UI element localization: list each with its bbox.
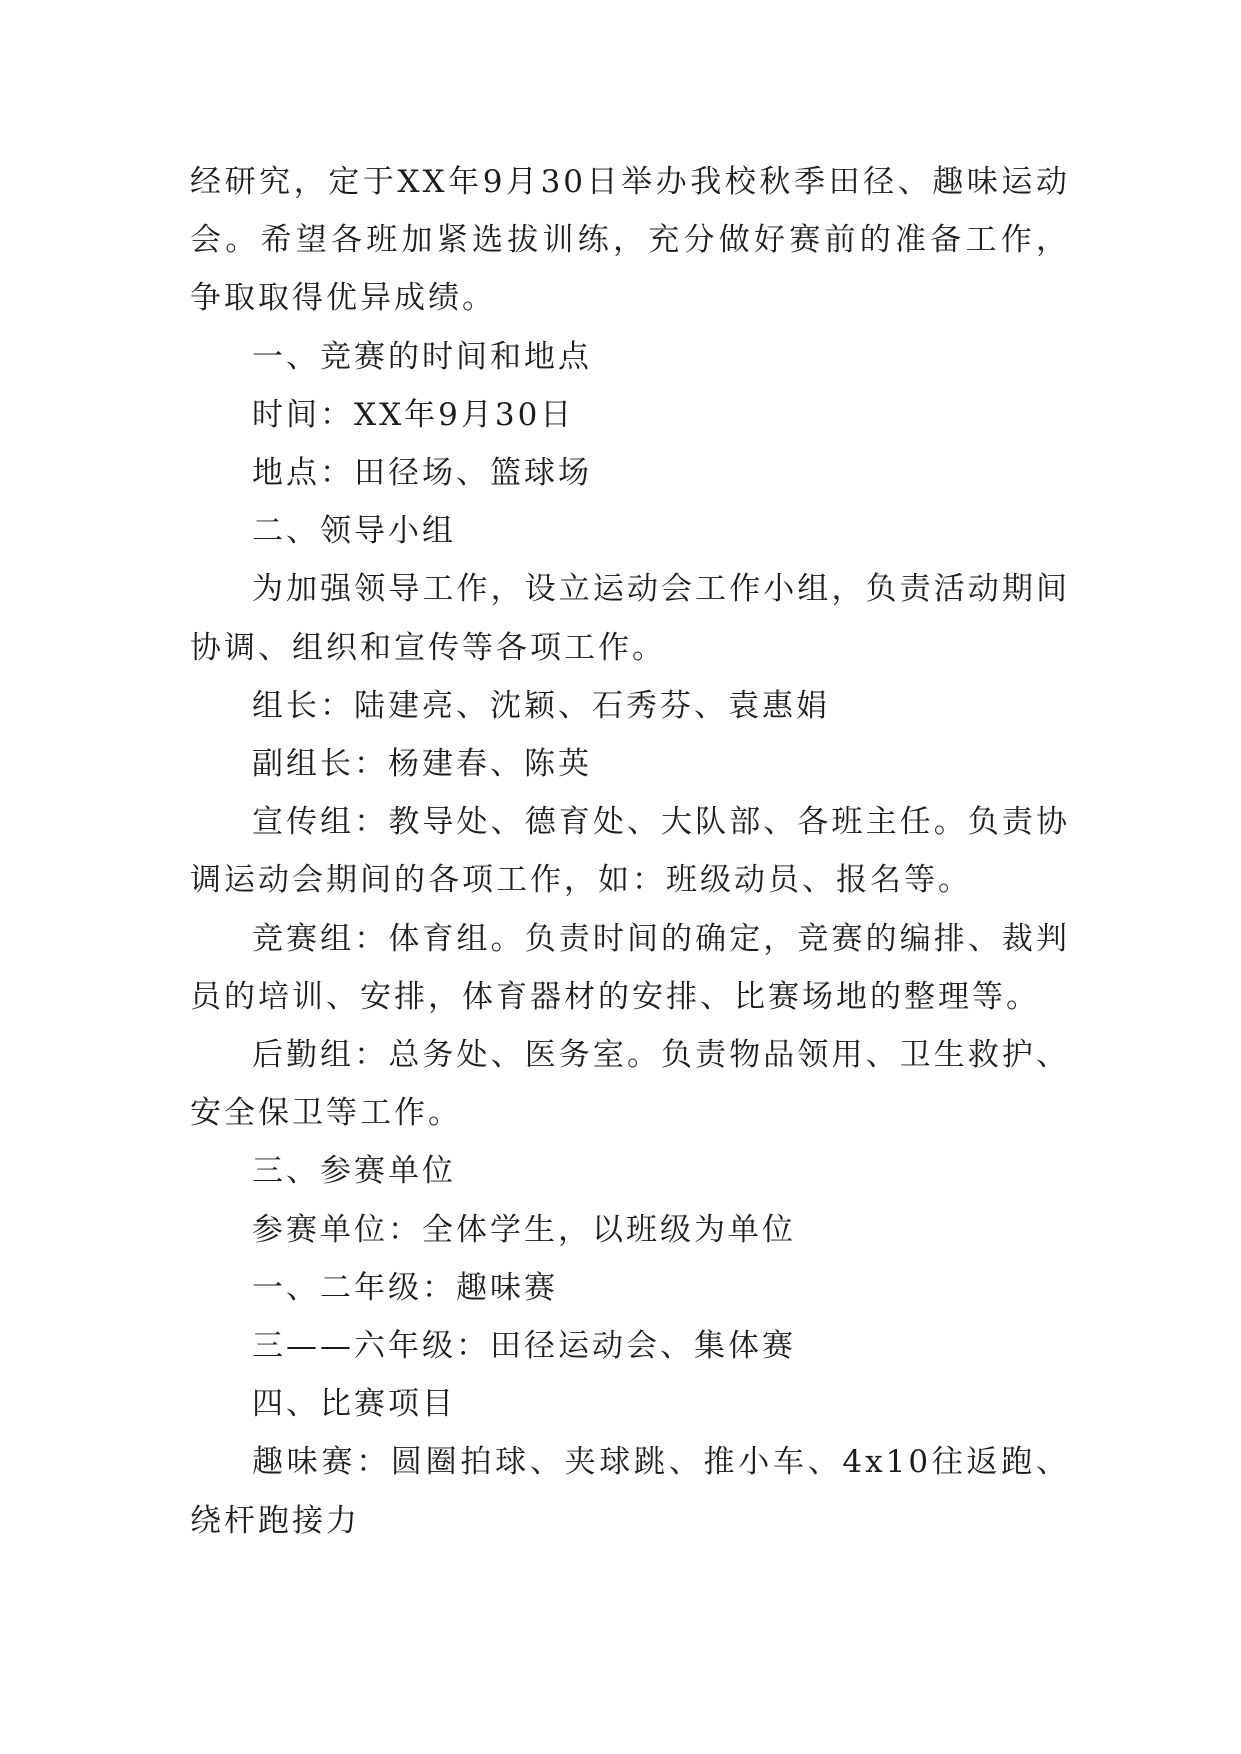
paragraph-grades-3-6: 三——六年级：田径运动会、集体赛 [252,1328,796,1365]
paragraph-intro: 经研究，定于XX年9月30日举办我校秋季田径、趣味运动会。希望各班加紧选拔训练，充分做好赛前的准备工作，争取取得优异成绩。 [190,164,1070,317]
document-body [190,153,1070,1550]
paragraph-publicity-group: 宣传组：教导处、德育处、大队部、各班主任。负责协调运动会期间的各项工作，如：班级动员、报名等。 [190,804,1070,899]
paragraph-fun-events: 趣味赛：圆圈拍球、夹球跳、推小车、4x10往返跑、绕杆跑接力 [190,1444,1070,1539]
paragraph-leaders: 组长：陆建亮、沈颖、石秀芬、袁惠娟 [252,687,830,724]
paragraph-grades-1-2: 一、二年级：趣味赛 [252,1269,558,1306]
paragraph-deputy-leaders: 副组长：杨建春、陈英 [252,746,592,783]
paragraph-leadership-purpose: 为加强领导工作，设立运动会工作小组，负责活动期间协调、组织和宣传等各项工作。 [190,571,1070,666]
paragraph-time: 时间：XX年9月30日 [252,396,575,433]
heading-events: 四、比赛项目 [252,1386,456,1423]
paragraph-participants: 参赛单位：全体学生，以班级为单位 [252,1211,796,1248]
paragraph-competition-group: 竞赛组：体育组。负责时间的确定，竞赛的编排、裁判员的培训、安排，体育器材的安排、比赛场地的整理等。 [190,920,1070,1015]
paragraph-location: 地点：田径场、篮球场 [252,455,592,492]
heading-leadership: 二、领导小组 [252,513,456,550]
heading-time-location: 一、竞赛的时间和地点 [252,338,592,375]
paragraph-logistics-group: 后勤组：总务处、医务室。负责物品领用、卫生救护、安全保卫等工作。 [190,1037,1070,1132]
heading-participants: 三、参赛单位 [252,1153,456,1190]
